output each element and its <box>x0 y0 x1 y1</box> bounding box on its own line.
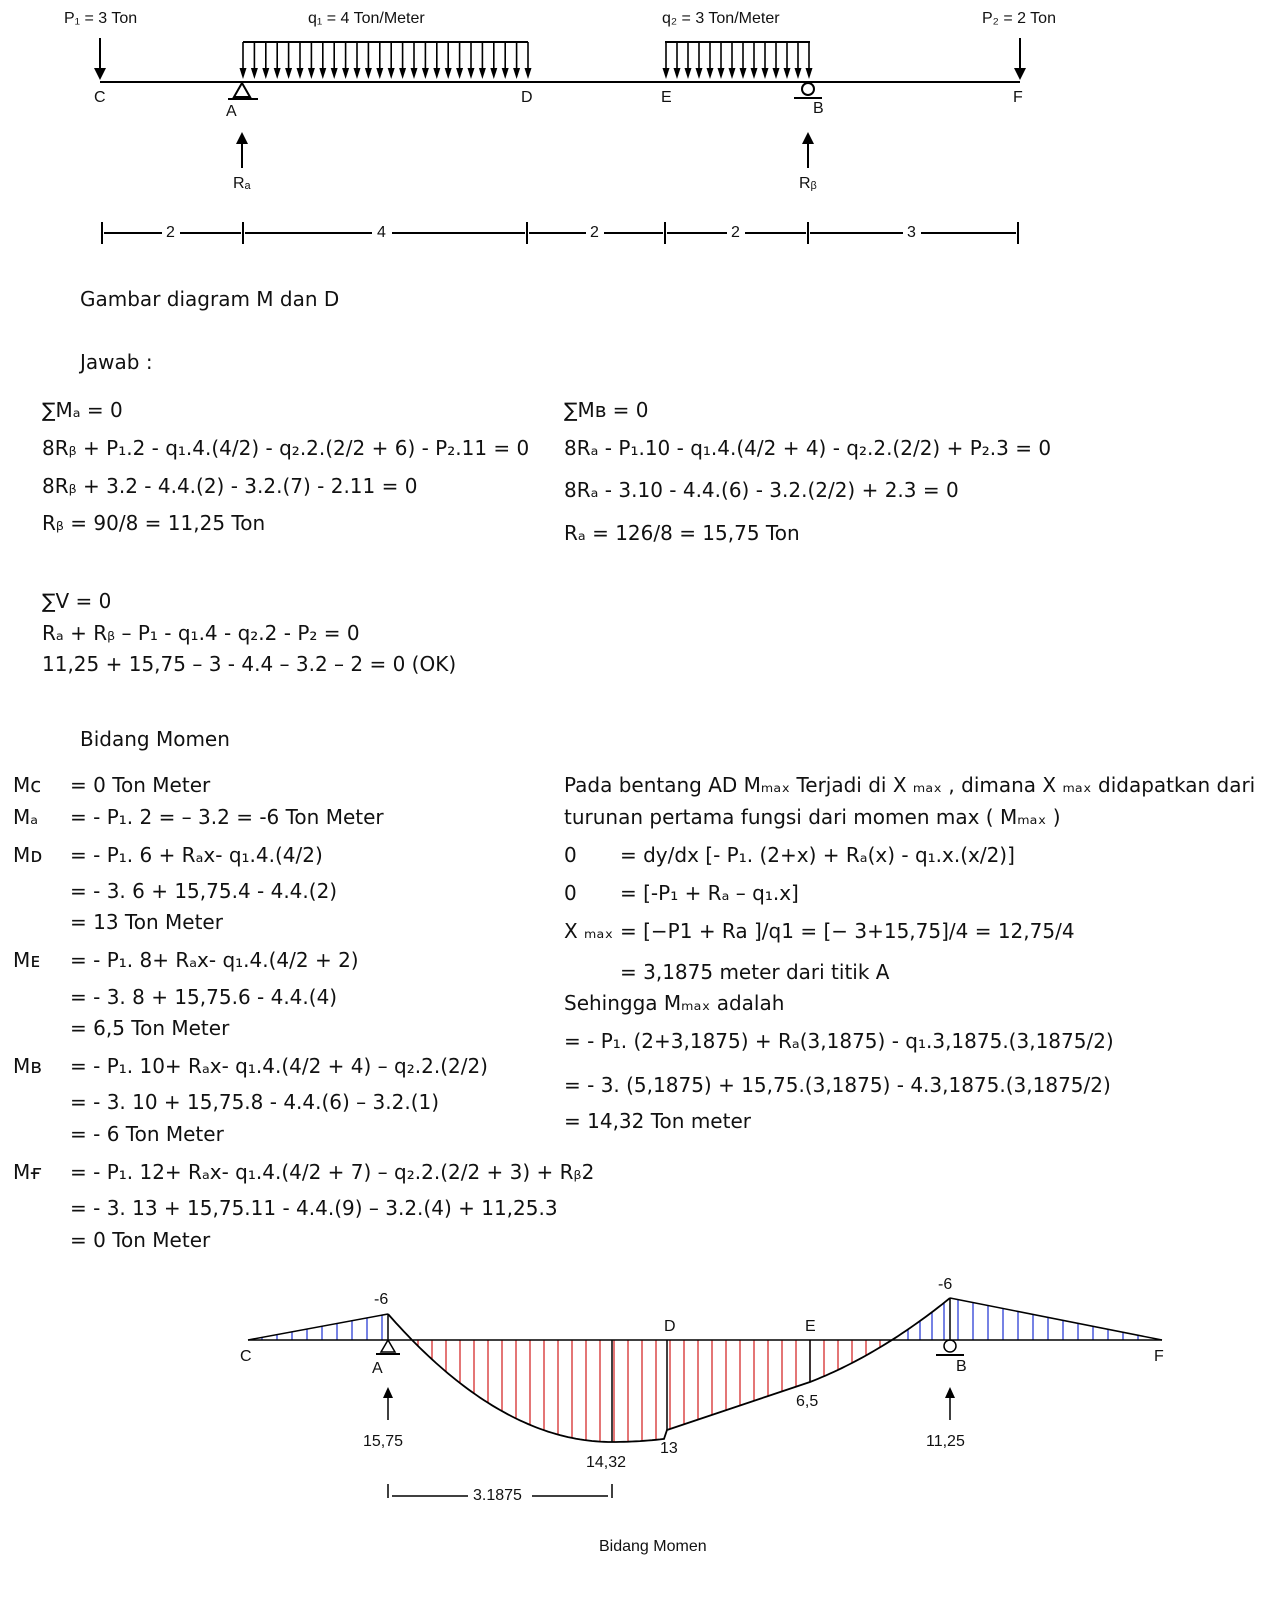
point-load-p1 <box>94 38 106 80</box>
load-arrow-head <box>479 68 486 79</box>
reaction-arrow-b <box>945 1387 955 1420</box>
xmax-text: X ₘₐₓ <box>564 919 614 943</box>
diagram-point-c: C <box>240 1348 252 1365</box>
load-arrow-head <box>319 68 326 79</box>
xmax-text: = [−P1 + Ra ]/q1 = [− 3+15,75]/4 = 12,75/4 <box>620 919 1075 943</box>
reaction-arrow-b <box>802 132 814 168</box>
xmax-text: = 3,1875 meter dari titik A <box>620 960 890 984</box>
xmax-text: Sehingga Mₘₐₓ adalah <box>564 991 785 1015</box>
load-arrow-head <box>251 68 258 79</box>
load-arrow-head <box>422 68 429 79</box>
load-arrow-head <box>411 68 418 79</box>
load-arrow-head <box>308 68 315 79</box>
load-arrow-head <box>806 68 813 79</box>
point-e-label: E <box>661 89 672 106</box>
moment-value-label: 6,5 <box>796 1393 819 1410</box>
load-arrow-head <box>490 68 497 79</box>
load-arrow-head <box>795 68 802 79</box>
rb-result: Rᵦ = 90/8 = 11,25 Ton <box>42 511 266 535</box>
moment-eq: = - P₁. 8+ Rₐx- q₁.4.(4/2 + 2) <box>70 948 359 972</box>
positive-moment-hatch <box>418 1340 880 1442</box>
ra-result: Rₐ = 126/8 = 15,75 Ton <box>564 521 800 545</box>
load-arrow-head <box>784 68 791 79</box>
moment-eq: = - P₁. 12+ Rₐx- q₁.4.(4/2 + 7) – q₂.2.(2/2 + 3) + Rᵦ2 <box>70 1160 595 1184</box>
load-arrow-head <box>433 68 440 79</box>
moment-eq: = 13 Ton Meter <box>70 910 223 934</box>
load-arrow-head <box>468 68 475 79</box>
hinge-support-a <box>228 83 258 99</box>
roller-support-b <box>794 83 822 98</box>
hinge-support-a <box>376 1340 400 1354</box>
load-arrow-head <box>399 68 406 79</box>
load-arrow-head <box>762 68 769 79</box>
load-arrow-head <box>674 68 681 79</box>
point-a-label: A <box>226 103 237 120</box>
load-arrow-head <box>773 68 780 79</box>
rb-label: Rᵦ <box>799 175 817 192</box>
moment-name: Mᴅ <box>13 843 43 867</box>
dim-label: 2 <box>590 224 599 241</box>
moment-name: Mғ <box>13 1160 43 1184</box>
load-arrow-head <box>376 68 383 79</box>
point-f-label: F <box>1013 89 1023 106</box>
load-arrow-head <box>502 68 509 79</box>
load-arrow-head <box>285 68 292 79</box>
load-arrow-head <box>274 68 281 79</box>
mmax-result: = 14,32 Ton meter <box>564 1109 751 1133</box>
dim-label: 4 <box>377 224 386 241</box>
q1-label: q₁ = 4 Ton/Meter <box>308 10 425 27</box>
answer-label: Jawab : <box>80 350 153 374</box>
sum-ma-line: ∑Mₐ = 0 <box>42 398 123 422</box>
load-arrow-head <box>388 68 395 79</box>
xmax-text: = - P₁. (2+3,1875) + Rₐ(3,1875) - q₁.3,1875.(3,1875/2) <box>564 1029 1114 1053</box>
point-c-label: C <box>94 89 106 106</box>
load-arrow-head <box>297 68 304 79</box>
reaction-arrow-a <box>236 132 248 168</box>
moment-eq: = - 3. 13 + 15,75.11 - 4.4.(9) – 3.2.(4) + 11,25.3 <box>70 1196 558 1220</box>
moment-value-label: -6 <box>938 1276 953 1293</box>
moment-value-label: -6 <box>374 1291 389 1308</box>
negative-moment-right <box>950 1298 1162 1340</box>
load-arrow-head <box>751 68 758 79</box>
diagram-point-b: B <box>956 1358 967 1375</box>
heading: Gambar diagram M dan D <box>80 287 340 311</box>
diagram-point-f: F <box>1154 1348 1164 1365</box>
sum-mb-line: ∑Mʙ = 0 <box>564 398 649 422</box>
moment-eq: = 6,5 Ton Meter <box>70 1016 230 1040</box>
load-arrow-head <box>663 68 670 79</box>
moment-eq: = - P₁. 2 = – 3.2 = -6 Ton Meter <box>70 805 384 829</box>
xmax-text: = [-P₁ + Rₐ – q₁.x] <box>620 881 799 905</box>
moment-section-title: Bidang Momen <box>80 727 230 751</box>
roller-support-b <box>936 1340 964 1355</box>
load-arrow-head <box>685 68 692 79</box>
xmax-text: = dy/dx [- P₁. (2+x) + Rₐ(x) - q₁.x.(x/2)] <box>620 843 1015 867</box>
dimension-line <box>102 222 1018 244</box>
moment-eq: = - 3. 10 + 15,75.8 - 4.4.(6) – 3.2.(1) <box>70 1090 440 1114</box>
moment-eq: = - 6 Ton Meter <box>70 1122 224 1146</box>
p1-label: P₁ = 3 Ton <box>64 10 138 27</box>
load-arrow-head <box>696 68 703 79</box>
load-arrow-head <box>331 68 338 79</box>
dim-label: 3 <box>907 224 916 241</box>
point-b-label: B <box>813 100 824 117</box>
moment-eq: = - 3. 8 + 15,75.6 - 4.4.(4) <box>70 985 338 1009</box>
q2-label: q₂ = 3 Ton/Meter <box>662 10 780 27</box>
xmax-distance-label: 3.1875 <box>473 1487 522 1504</box>
sum-v-line: Rₐ + Rᵦ – P₁ - q₁.4 - q₂.2 - P₂ = 0 <box>42 621 360 645</box>
sum-ma-line: 8Rᵦ + P₁.2 - q₁.4.(4/2) - q₂.2.(2/2 + 6) - P₂.11 = 0 <box>42 436 530 460</box>
load-arrow-head <box>365 68 372 79</box>
point-d-label: D <box>521 89 533 106</box>
point-load-p2 <box>1014 38 1026 80</box>
sum-ma-line: 8Rᵦ + 3.2 - 4.4.(2) - 3.2.(7) - 2.11 = 0 <box>42 474 418 498</box>
moment-eq: = 0 Ton Meter <box>70 773 211 797</box>
xmax-text: 0 <box>564 843 577 867</box>
reaction-value-b: 11,25 <box>926 1433 965 1450</box>
xmax-text: = - 3. (5,1875) + 15,75.(3,1875) - 4.3,1875.(3,1875/2) <box>564 1073 1111 1097</box>
xmax-text: Pada bentang AD Mₘₐₓ Terjadi di X ₘₐₓ , dimana X ₘₐₓ didapatkan dari <box>564 773 1256 797</box>
moment-eq: = - P₁. 6 + Rₐx- q₁.4.(4/2) <box>70 843 323 867</box>
load-arrow-head <box>729 68 736 79</box>
load-arrow-head <box>445 68 452 79</box>
diagram-point-e: E <box>805 1318 816 1335</box>
beam-diagram <box>0 0 1267 260</box>
load-arrow-head <box>354 68 361 79</box>
load-arrow-head <box>262 68 269 79</box>
diagram-point-d: D <box>664 1318 676 1335</box>
ra-label: Rₐ <box>233 175 251 192</box>
moment-name: Mₐ <box>13 805 39 829</box>
sum-v-line: ∑V = 0 <box>42 589 112 613</box>
diagram-point-a: A <box>372 1360 383 1377</box>
load-arrow-head <box>240 68 247 79</box>
distributed-load-q2 <box>663 42 813 79</box>
moment-eq: = - P₁. 10+ Rₐx- q₁.4.(4/2 + 4) – q₂.2.(2/2) <box>70 1054 488 1078</box>
dim-label: 2 <box>166 224 175 241</box>
xmax-text: 0 <box>564 881 577 905</box>
moment-max-label: 14,32 <box>586 1454 627 1471</box>
load-arrow-head <box>456 68 463 79</box>
load-arrow-head <box>513 68 520 79</box>
sum-v-line: 11,25 + 15,75 – 3 - 4.4 – 3.2 – 2 = 0 (OK) <box>42 652 457 676</box>
dim-label: 2 <box>731 224 740 241</box>
reaction-arrow-a <box>383 1387 393 1420</box>
sum-mb-line: 8Rₐ - P₁.10 - q₁.4.(4/2 + 4) - q₂.2.(2/2) + P₂.3 = 0 <box>564 436 1052 460</box>
load-arrow-head <box>740 68 747 79</box>
load-arrow-head <box>342 68 349 79</box>
load-arrow-head <box>525 68 532 79</box>
moment-value-label: 13 <box>660 1440 678 1457</box>
distributed-load-q1 <box>240 42 532 79</box>
load-arrow-head <box>718 68 725 79</box>
sum-mb-line: 8Rₐ - 3.10 - 4.4.(6) - 3.2.(2/2) + 2.3 = 0 <box>564 478 959 502</box>
moment-eq: = - 3. 6 + 15,75.4 - 4.4.(2) <box>70 879 338 903</box>
reaction-value-a: 15,75 <box>363 1433 404 1450</box>
xmax-text: turunan pertama fungsi dari momen max ( Mₘₐₓ ) <box>564 805 1061 829</box>
moment-name: Mᴇ <box>13 948 41 972</box>
p2-label: P₂ = 2 Ton <box>982 10 1056 27</box>
moment-name: Mᴄ <box>13 773 42 797</box>
moment-diagram-caption: Bidang Momen <box>599 1538 707 1555</box>
moment-name: Mʙ <box>13 1054 42 1078</box>
moment-eq: = 0 Ton Meter <box>70 1228 211 1252</box>
load-arrow-head <box>707 68 714 79</box>
